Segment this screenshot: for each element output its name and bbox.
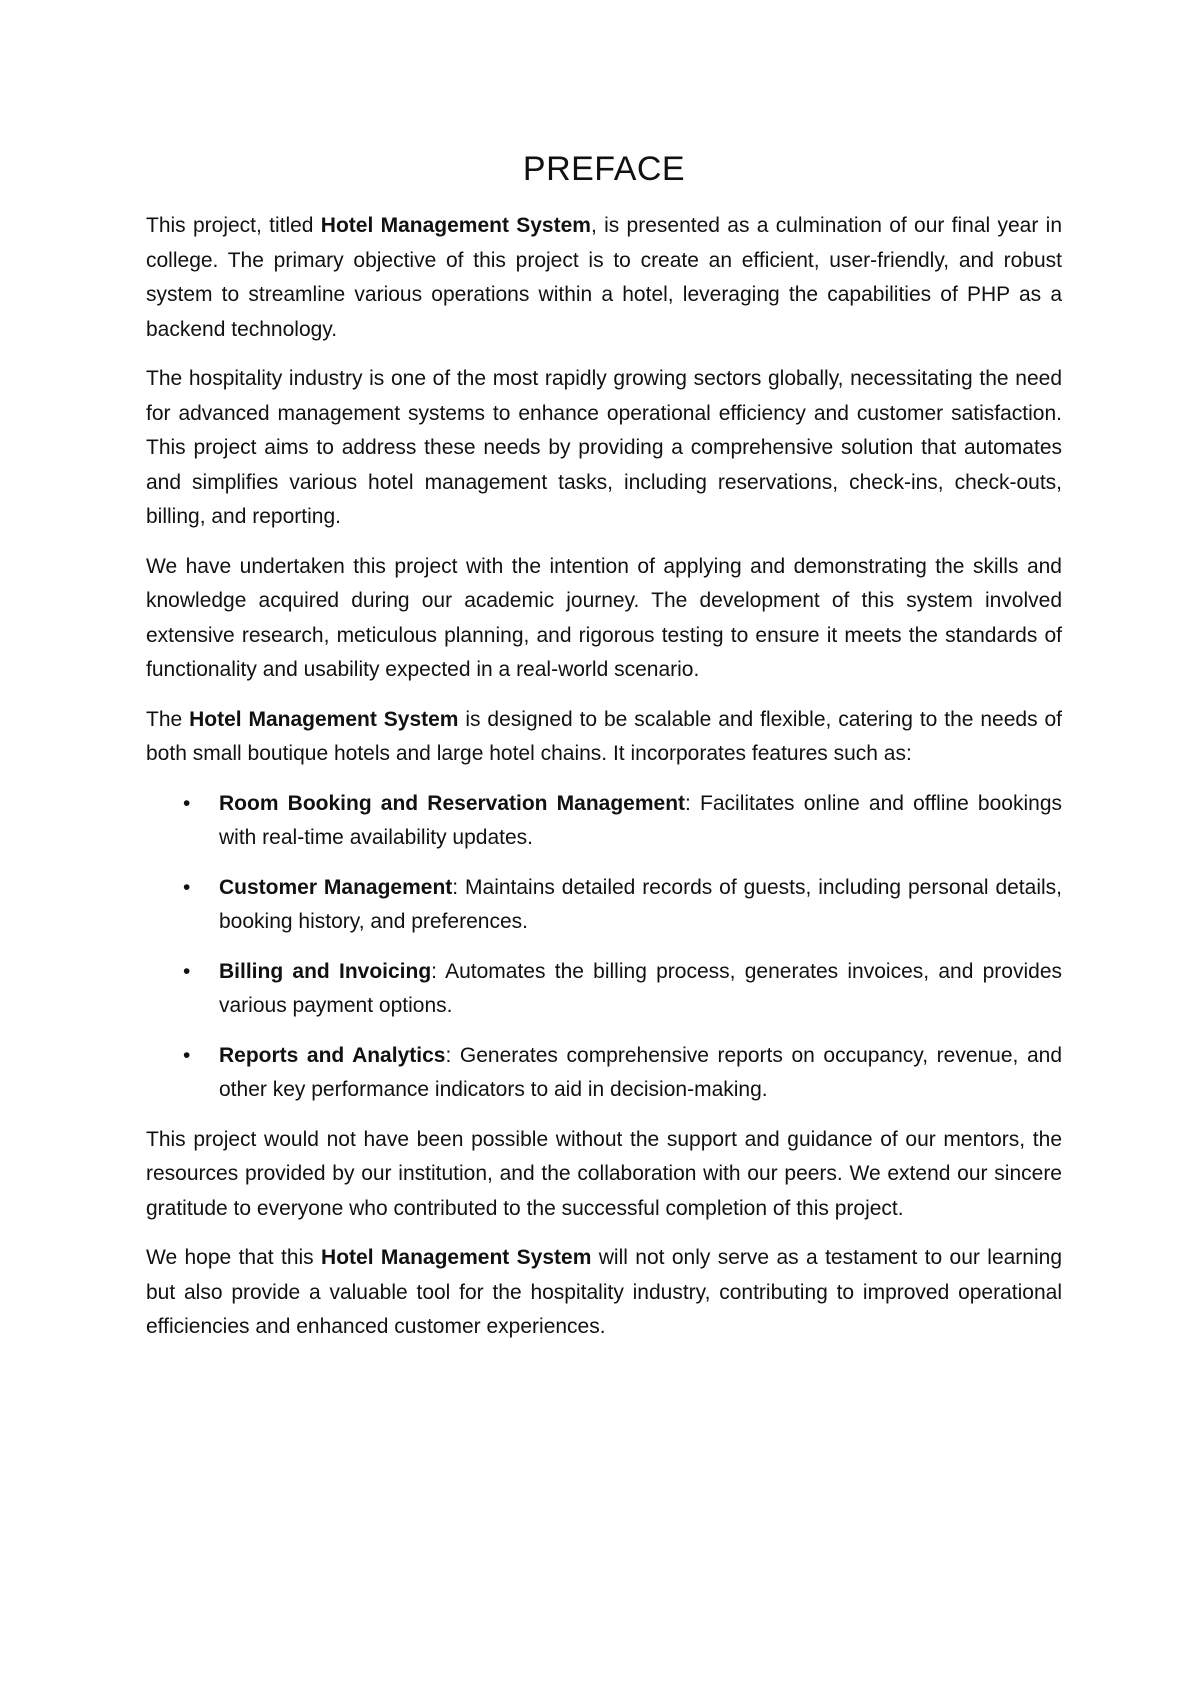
feature-description: : Maintains detailed records of guests, including personal details, booking history, and preferences.: [219, 875, 1062, 933]
page-content: [146, 150, 1062, 1360]
feature-item: [146, 787, 1062, 856]
feature-description: : Generates comprehensive reports on occupancy, revenue, and other key performance indicators to aid in decision-making.: [219, 1043, 1062, 1101]
intro-paragraph: [146, 209, 1062, 347]
feature-name: Reports and Analytics: [219, 1043, 446, 1067]
feature-item: [146, 955, 1062, 1024]
project-name-bold: Hotel Management System: [320, 214, 591, 237]
project-name-bold: Hotel Management System: [321, 1246, 592, 1269]
closing-text-start: We hope that this: [146, 1246, 322, 1269]
feature-item: [146, 1039, 1062, 1108]
bullet-icon: •: [183, 1043, 191, 1067]
page-title: PREFACE: [522, 150, 686, 188]
closing-text-end: will not only serve as a testament to our learning but also provide a valuable tool for the hospitality industry, contributing to improved operational efficiencies and enhanced customer experiences.: [146, 1246, 1062, 1338]
feature-name: Customer Management: [219, 875, 453, 899]
design-text-start: The: [146, 707, 190, 731]
bullet-icon: •: [183, 875, 191, 899]
design-text-end: is designed to be scalable and flexible, catering to the needs of both small boutique hotels and large hotel chains. It incorporates features such as:: [146, 707, 1062, 765]
feature-item: [146, 871, 1062, 940]
intro-text-start: This project, titled: [146, 214, 321, 237]
feature-name: Billing and Invoicing: [219, 959, 432, 983]
feature-description: : Facilitates online and offline bookings with real-time availability updates.: [219, 791, 1062, 849]
closing-paragraph: [146, 1241, 1062, 1345]
bullet-icon: •: [183, 791, 191, 815]
bullet-icon: •: [183, 959, 191, 983]
intro-text-end: , is presented as a culmination of our final year in college. The primary objective of this project is to create an efficient, user-friendly, and robust system to streamline various operations within a hotel, leveraging the capabilities of PHP as a backend technology.: [146, 214, 1062, 341]
feature-name: Room Booking and Reservation Management: [219, 791, 686, 815]
acknowledgement-paragraph: This project would not have been possible without the support and guidance of our mentors, the resources provided by our institution, and the collaboration with our peers. We extend our sincere gratitude to everyone who contributed to the successful completion of this project.: [146, 1127, 1062, 1220]
industry-paragraph: The hospitality industry is one of the most rapidly growing sectors globally, necessitating the need for advanced management systems to enhance operational efficiency and customer satisfaction. This project aims to address these needs by providing a comprehensive solution that automates and simplifies various hotel management tasks, including reservations, check-ins, check-outs, billing, and reporting.: [146, 367, 1062, 528]
feature-description: : Automates the billing process, generates invoices, and provides various payment options.: [219, 959, 1062, 1017]
features-list: [146, 787, 1062, 1108]
undertaking-paragraph: We have undertaken this project with the intention of applying and demonstrating the skills and knowledge acquired during our academic journey. The development of this system involved extensive research, meticulous planning, and rigorous testing to ensure it meets the standards of functionality and usability expected in a real-world scenario.: [146, 554, 1062, 681]
system-design-paragraph: [146, 703, 1062, 772]
project-name-bold: Hotel Management System: [189, 707, 459, 731]
